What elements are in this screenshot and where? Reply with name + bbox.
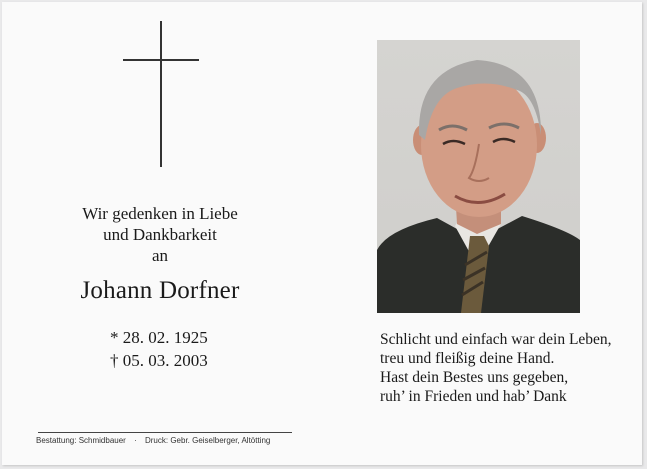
memorial-card (2, 2, 642, 465)
funeral-home-credit: Bestattung: Schmidbauer (36, 436, 126, 445)
life-dates (110, 326, 208, 372)
printer-credit: Druck: Gebr. Geiselberger, Altötting (144, 436, 271, 445)
print-credits (36, 436, 306, 445)
verse-line: Hast dein Bestes uns gegeben, (380, 369, 569, 386)
memorial-verse (380, 330, 612, 406)
birth-date: * 28. 02. 1925 (110, 328, 208, 347)
deceased-name: Johann Dorfner (80, 277, 240, 304)
footer-divider (38, 432, 292, 433)
portrait-photo (377, 40, 580, 313)
death-date: † 05. 03. 2003 (110, 351, 208, 370)
cross-icon (123, 21, 199, 167)
verse-line: ruh’ in Frieden und hab’ Dank (380, 388, 567, 405)
dedication-line: an (151, 246, 169, 265)
memorial-dedication (42, 203, 278, 266)
dedication-line: und Dankbarkeit (103, 225, 217, 244)
verse-line: Schlicht und einfach war dein Leben, (380, 331, 612, 348)
verse-line: treu und fleißig deine Hand. (380, 350, 555, 367)
credit-separator: · (134, 436, 137, 445)
dedication-line: Wir gedenken in Liebe (82, 204, 238, 223)
